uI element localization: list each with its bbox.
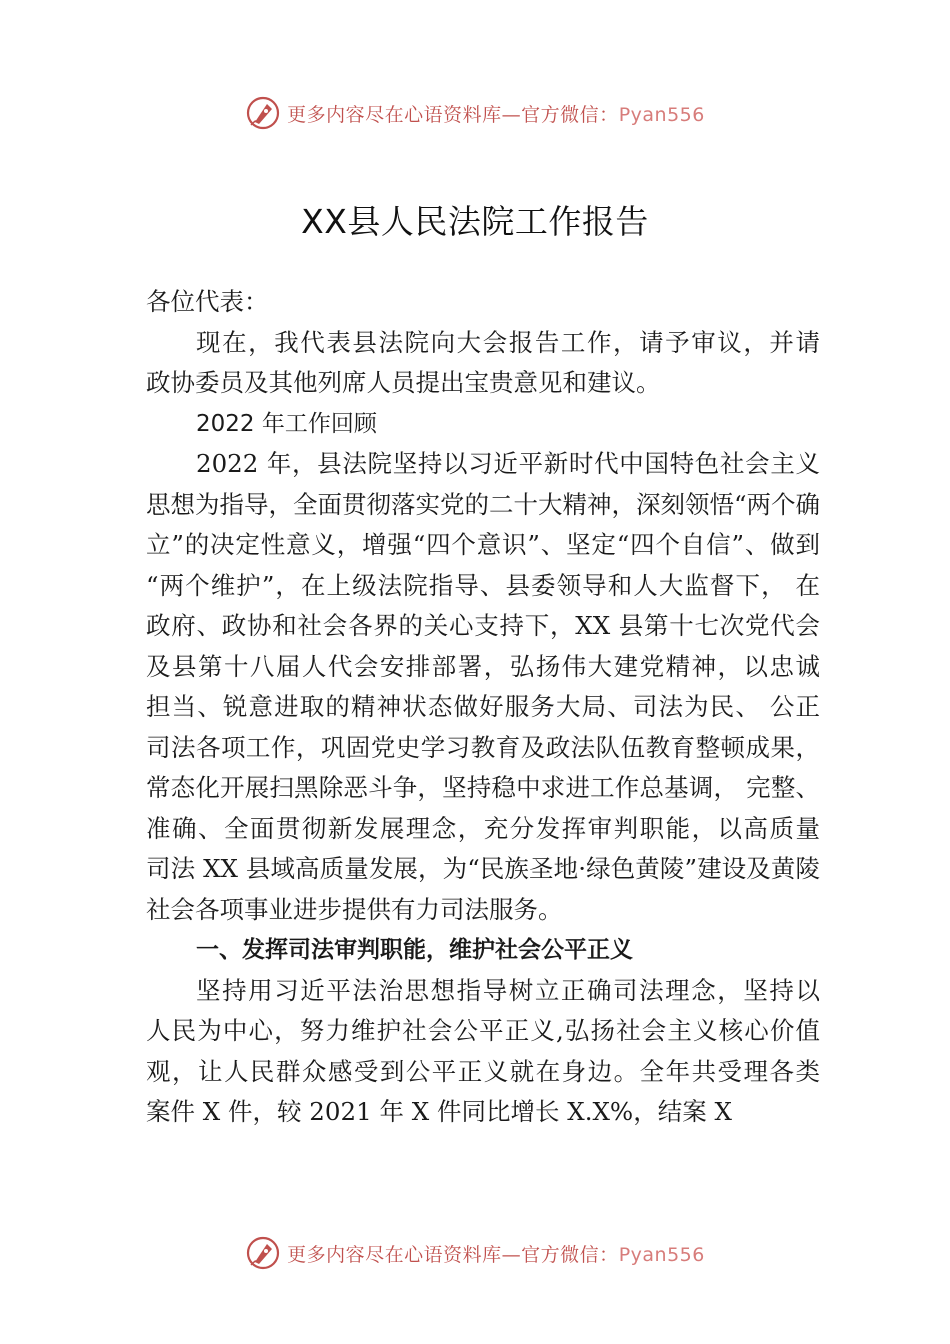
paragraph-line: 社会各项事业进步提供有力司法服务。 [146, 894, 563, 924]
paragraph-line: 常态化开展扫黑除恶斗争，坚持稳中求进工作总基调， 完整、 [146, 773, 820, 802]
paragraph-line: 思想为指导，全面贯彻落实党的二十大精神，深刻领悟“两个确 [146, 489, 821, 519]
pen-nib-logo-icon [245, 95, 281, 131]
paragraph-line: 准确、全面贯彻新发展理念，充分发挥审判职能，以高质量 [146, 813, 820, 843]
paragraph-line: 司法 XX 县域高质量发展，为“民族圣地·绿色黄陵”建设及黄陵 [146, 854, 820, 883]
paragraph-line: 观，让人民群众感受到公平正义就在身边。全年共受理各类 [146, 1056, 820, 1086]
document-title: XX县人民法院工作报告 [301, 202, 649, 241]
section-heading: 一、发挥司法审判职能，维护社会公平正义 [196, 937, 633, 963]
paragraph-line: 立”的决定性意义，增强“四个意识”、坚定“四个自信”、做到 [146, 530, 820, 559]
footer-banner [0, 1233, 950, 1273]
paragraph-line: 人民为中心，努力维护社会公平正义,弘扬社会主义核心价值 [146, 1016, 820, 1045]
banner-text: 更多内容尽在心语资料库—官方微信：Pyan556 [287, 103, 705, 126]
section-heading: 2022 年工作回顾 [196, 410, 377, 437]
paragraph-line: 司法各项工作，巩固党史学习教育及政法队伍教育整顿成果， [146, 732, 820, 762]
paragraph-line: 2022 年，县法院坚持以习近平新时代中国特色社会主义 [196, 449, 820, 478]
pen-nib-logo-icon [245, 1235, 281, 1271]
paragraph-line: 现在，我代表县法院向大会报告工作，请予审议，并请 [196, 327, 820, 357]
paragraph-line: 政协委员及其他列席人员提出宝贵意见和建议。 [146, 368, 661, 397]
paragraph-line: 政府、政协和社会各界的关心支持下，XX 县第十七次党代会 [146, 611, 820, 640]
paragraph-line: “两个维护”，在上级法院指导、县委领导和人大监督下， 在 [146, 570, 820, 600]
paragraph-line: 及县第十八届人代会安排部署，弘扬伟大建党精神，以忠诚 [146, 651, 820, 681]
header-banner [0, 93, 950, 133]
paragraph-line: 坚持用习近平法治思想指导树立正确司法理念，坚持以 [196, 975, 820, 1005]
salutation: 各位代表： [146, 287, 269, 316]
paragraph-line: 案件 X 件，较 2021 年 X 件同比增长 X.X%，结案 X [146, 1097, 732, 1126]
paragraph-line: 担当、锐意进取的精神状态做好服务大局、司法为民、 公正 [146, 692, 820, 721]
banner-text: 更多内容尽在心语资料库—官方微信：Pyan556 [287, 1243, 705, 1266]
document-body [146, 282, 820, 1133]
